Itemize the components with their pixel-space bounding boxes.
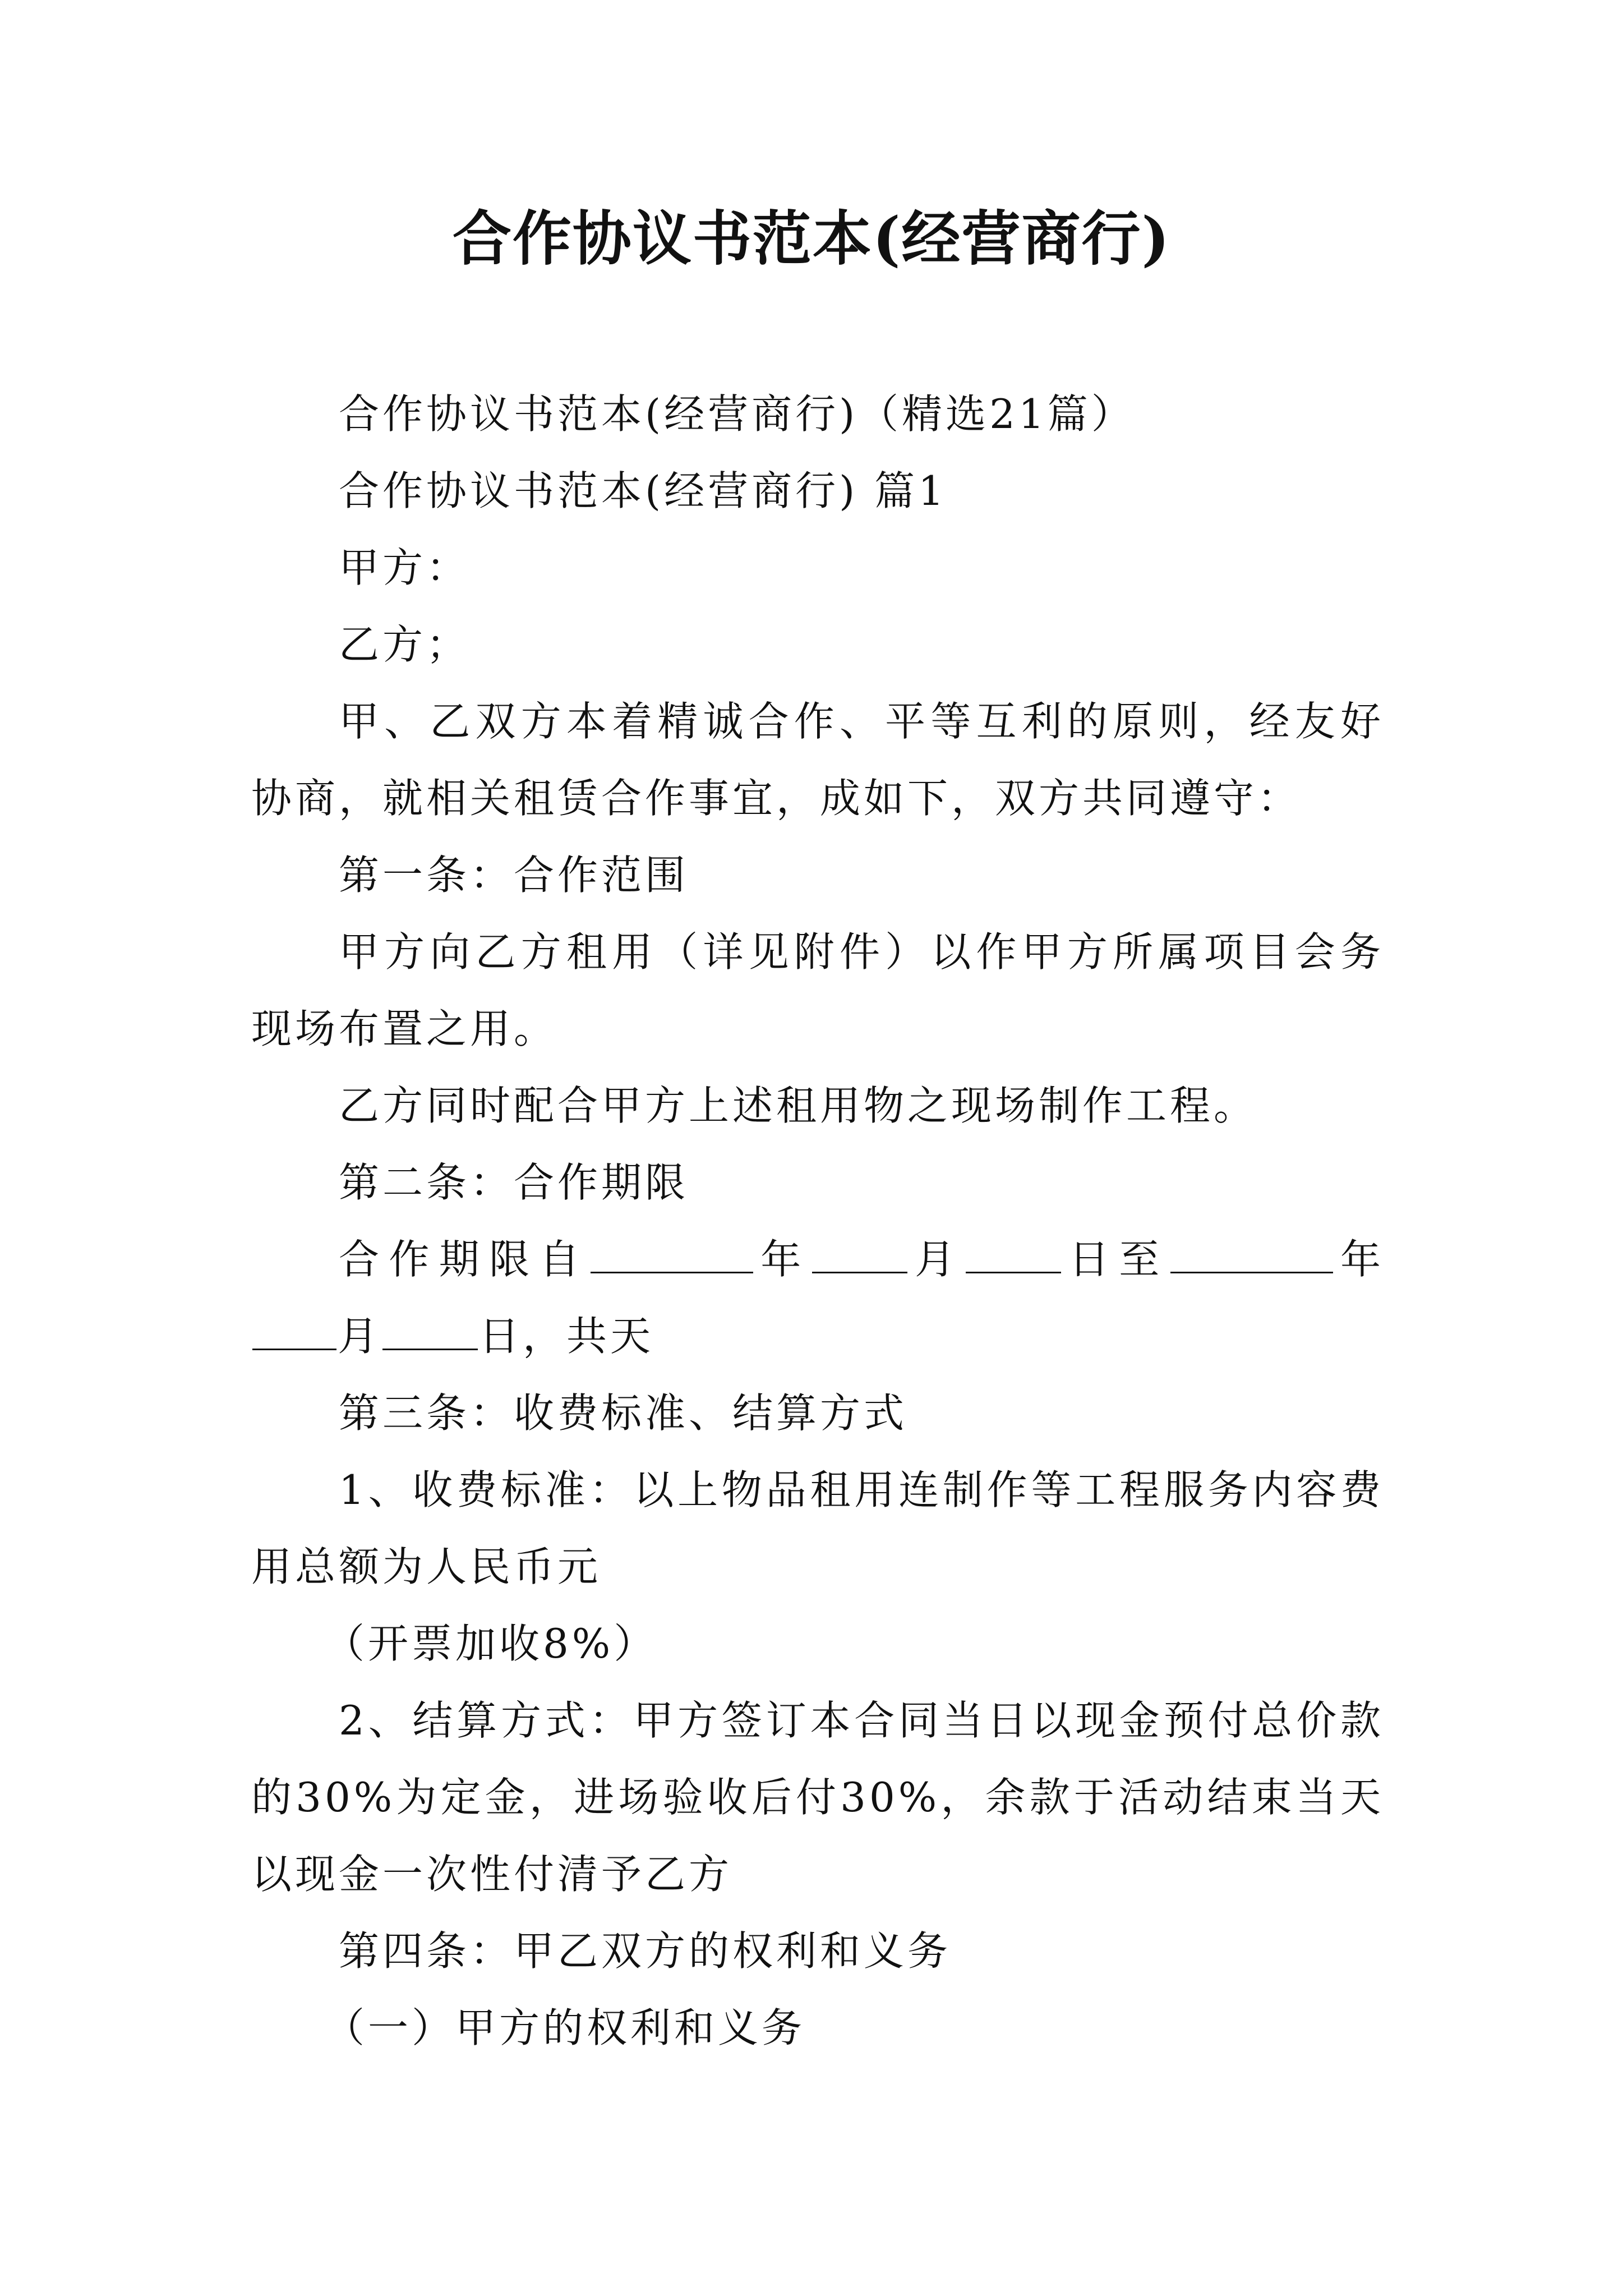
term-day-to: 日至 <box>1062 1236 1169 1283</box>
paragraph-rental-scope: 甲方向乙方租用（详见附件）以作甲方所属项目会务现场布置之用。 <box>251 928 1384 1052</box>
paragraph-article-2: 第二条：合作期限 <box>339 1159 689 1206</box>
term-tail: 日，共天 <box>479 1313 654 1360</box>
term-month-2: 月 <box>338 1313 382 1360</box>
paragraph-article-3: 第三条：收费标准、结算方式 <box>339 1389 908 1437</box>
paragraph-settlement: 2、结算方式：甲方签订本合同当日以现金预付总价款的30%为定金，进场验收后付30%，余款于活动结束当天以现金一次性付清予乙方 <box>251 1697 1384 1898</box>
term-year-2: 年 <box>1334 1236 1384 1283</box>
paragraph-party-b: 乙方； <box>339 621 471 668</box>
paragraph-party-a-rights: （一）甲方的权利和义务 <box>324 2004 806 2051</box>
blank-month-end <box>252 1314 336 1350</box>
paragraph-preamble: 甲、乙双方本着精诚合作、平等互利的原则，经友好协商，就相关租赁合作事宜，成如下，双方共同遵守： <box>251 698 1384 822</box>
paragraph-subtitle: 合作协议书范本(经营商行)（精选21篇） <box>339 390 1135 438</box>
blank-year-end <box>1170 1237 1333 1273</box>
paragraph-invoice-note: （开票加收8%） <box>324 1620 658 1667</box>
term-month-1: 月 <box>908 1236 965 1283</box>
paragraph-term-period <box>251 1221 1384 1375</box>
blank-day-end <box>382 1314 478 1350</box>
paragraph-article-4: 第四条：甲乙双方的权利和义务 <box>339 1927 952 1975</box>
paragraph-section-heading: 合作协议书范本(经营商行) 篇1 <box>339 467 947 514</box>
term-year-1: 年 <box>754 1236 811 1283</box>
blank-year-start <box>591 1237 753 1273</box>
blank-day-start <box>966 1237 1061 1273</box>
document-title: 合作协议书范本(经营商行) <box>452 204 1171 273</box>
term-lead: 合作期限自 <box>339 1236 589 1283</box>
document-body <box>251 376 1384 2067</box>
paragraph-onsite-work: 乙方同时配合甲方上述租用物之现场制作工程。 <box>339 1082 1258 1129</box>
blank-month-start <box>812 1237 907 1273</box>
paragraph-fee-standard: 1、收费标准：以上物品租用连制作等工程服务内容费用总额为人民币元 <box>251 1466 1384 1590</box>
paragraph-article-1: 第一条：合作范围 <box>339 852 689 899</box>
paragraph-party-a: 甲方： <box>339 544 471 591</box>
